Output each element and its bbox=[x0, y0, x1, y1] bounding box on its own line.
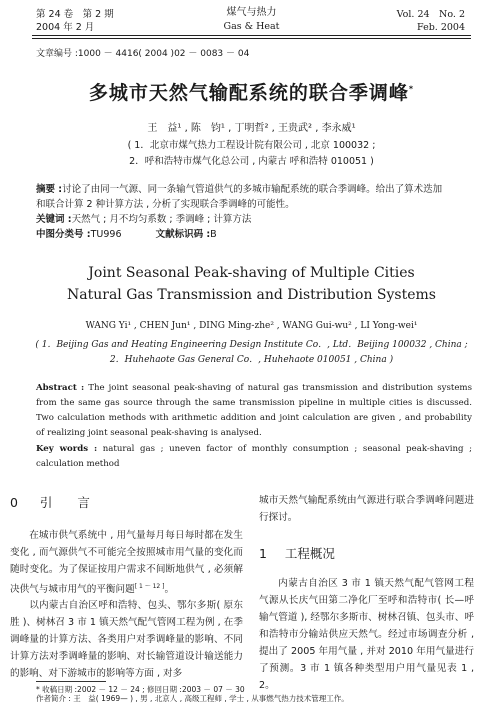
paper-title-cn bbox=[0, 78, 503, 105]
footnote-rule bbox=[36, 681, 106, 682]
abstract-en bbox=[36, 381, 472, 441]
journal-name-en: Gas & Heat bbox=[223, 21, 280, 32]
keywords-label-cn: 关键词 : bbox=[36, 214, 72, 225]
section-0-title: 引 言 bbox=[39, 495, 90, 510]
affiliation-cn-2: 2．呼和浩特市煤气化总公司 , 内蒙古 呼和浩特 010051 ) bbox=[129, 156, 374, 167]
section-0-para-2: 以内蒙古自治区呼和浩特、包头、鄂尔多斯( 原东胜 )、树林召 3 市 1 镇天然气配气管网工程为例 , 在季调峰量的计算方法、各类用户对季调峰量的影响、不同计算方法对季调峰量的影响、对长输管道设计输送能力的影响、对下游城市的影响等方面 , 对多 bbox=[10, 600, 243, 679]
date-en: Feb. 2004 bbox=[417, 22, 465, 33]
citation-1-12: [ 1 ～ 12 ] bbox=[134, 583, 165, 590]
abstract-text-cn-1: 讨论了由同一气源、同一条输气管道供气的多城市输配系统的联合季调峰。给出了算术迭加 bbox=[62, 184, 443, 195]
article-number: 文章编号 :1000 － 4416( 2004 )02 － 0083 － 04 bbox=[36, 49, 250, 59]
authors-cn: 王 益¹ , 陈 钧¹ , 丁明哲² , 王贵武² , 李永威¹ bbox=[147, 123, 356, 134]
section-1-title: 工程概况 bbox=[284, 546, 335, 561]
paper-title-en-1: Joint Seasonal Peak-shaving of Multiple Cities bbox=[88, 265, 415, 281]
affiliation-cn-1: ( 1．北京市煤气热力工程设计院有限公司 , 北京 100032 ; bbox=[127, 140, 376, 151]
doc-code-label: 文献标识码 : bbox=[155, 229, 211, 240]
keywords-cn: 天然气 ; 月不均匀系数 ; 季调峰 ; 计算方法 bbox=[71, 214, 252, 225]
keywords-en-block bbox=[36, 442, 472, 472]
header-rule-top bbox=[32, 35, 471, 36]
right-col-continuation: 城市天然气输配系统由气源进行联合季调峰问题进行探讨。 bbox=[259, 495, 474, 523]
title-text: 多城市天然气输配系统的联合季调峰 bbox=[88, 82, 409, 104]
class-label: 中图分类号 : bbox=[36, 229, 91, 240]
section-1-heading bbox=[259, 544, 474, 562]
abstract-cn bbox=[36, 182, 472, 242]
authors-en: WANG Yi¹ , CHEN Jun¹ , DING Ming-zhe² , WANG Gui-wu² , LI Yong-wei¹ bbox=[85, 321, 418, 331]
affiliation-en-1: ( 1．Beijing Gas and Heating Engineering Design Institute Co．, Ltd．Beijing 100032 , China ; bbox=[35, 340, 468, 350]
date-cn: 2004 年 2 月 bbox=[36, 22, 95, 33]
abstract-label-en: Abstract : bbox=[36, 383, 85, 393]
section-0-heading bbox=[10, 493, 243, 511]
header-rule-bottom bbox=[32, 38, 471, 39]
keywords-label-en: Key words : bbox=[36, 444, 98, 454]
section-1-para: 内蒙古自治区 3 市 1 镇天然气配气管网工程气源从长庆气田第二净化厂至呼和浩特市( 长—呼输气管道 ), 经鄂尔多斯市、树林召镇、包头市、呼和浩特市分输站供应天然气。经过市场调查分析 , 提出了 2005 年用气量 , 并对 2010 年用气量进行了预测。3 市 1 镇各种类型用户用气量见表 1 , 2。 bbox=[259, 578, 474, 691]
keywords-en: natural gas ; uneven factor of monthly consumption ; seasonal peak-shaving ; calculation method bbox=[36, 444, 473, 469]
journal-name-cn: 煤气与热力 bbox=[226, 7, 277, 18]
para-1-end: 。 bbox=[164, 584, 175, 596]
section-0-para-1 bbox=[10, 527, 243, 598]
received-date: * 收稿日期 :2002 － 12 － 24 ; 修回日期 :2003 － 07 － 30 bbox=[36, 685, 245, 694]
abstract-label-cn: 摘要 : bbox=[36, 184, 63, 195]
doc-code: B bbox=[210, 229, 217, 240]
section-0-number: 0 bbox=[10, 495, 18, 510]
section-1-number: 1 bbox=[259, 546, 267, 561]
volume-issue-en: Vol. 24 No. 2 bbox=[396, 9, 465, 20]
class-code: TU996 bbox=[90, 229, 122, 240]
author-bio: 作者简介 : 王 益( 1969— ) , 男 , 北京人 , 高级工程师 , 学士 , 从事燃气热力技术管理工作。 bbox=[36, 694, 349, 703]
affiliation-en-2: 2．Huhehaote Gas General Co．, Huhehaote 010051 , China ) bbox=[109, 355, 394, 365]
issue-info-en bbox=[397, 8, 465, 34]
volume-issue-cn: 第 24 卷 第 2 期 bbox=[36, 9, 114, 20]
para-1-text: 在城市供气系统中 , 用气量每月每日每时都在发生变化 , 而气源供气不可能完全按照城市用气量的变化而随时变化。为了保证按用户需求不间断地供气 , 必须解决供气与城市用气的平衡问题 bbox=[10, 530, 243, 596]
paper-title-en-2: Natural Gas Transmission and Distribution Systems bbox=[67, 287, 436, 303]
abstract-text-cn-2: 和联合计算 2 种计算方法 , 分析了实现联合季调峰的可能性。 bbox=[36, 199, 295, 210]
footnote bbox=[36, 685, 349, 703]
title-footnote-mark: * bbox=[408, 84, 415, 94]
abstract-text-en: The joint seasonal peak-shaving of natural gas transmission and distribution systems from the same gas source through the same transmission pipeline in multiple cities is discussed. Two calculation methods with arithmetic addition and joint calculation are given , and probability of realizing joint seasonal peak-shaving is analysed. bbox=[36, 383, 472, 438]
